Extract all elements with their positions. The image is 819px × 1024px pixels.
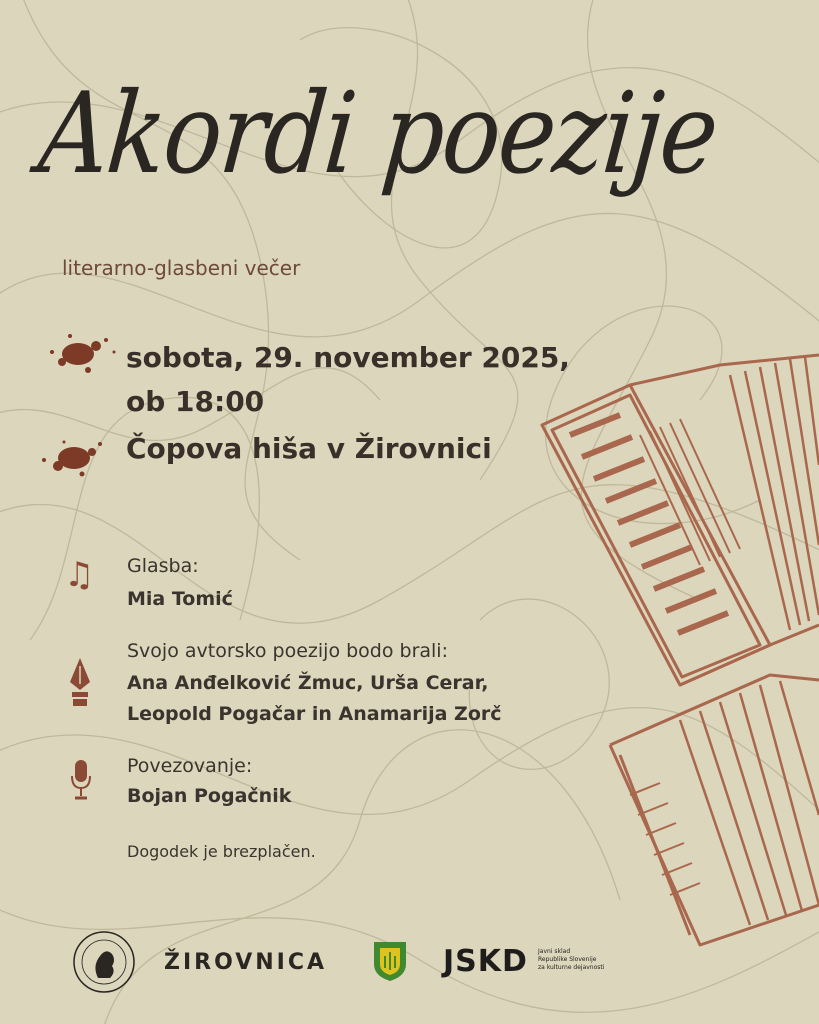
event-time-line: ob 18:00 bbox=[126, 385, 265, 418]
poster-subtitle: literarno-glasbeni večer bbox=[62, 256, 301, 280]
music-performer: Mia Tomić bbox=[127, 588, 233, 610]
poetry-label: Svojo avtorsko poezijo bodo brali: bbox=[127, 640, 448, 662]
poetry-readers-line: Ana Anđelković Žmuc, Urša Cerar, bbox=[127, 672, 489, 694]
microphone-icon bbox=[70, 758, 92, 802]
free-entry-note: Dogodek je brezplačen. bbox=[127, 842, 316, 861]
municipality-coat-of-arms-icon bbox=[372, 940, 408, 982]
poetry-readers-line: Leopold Pogačar in Anamarija Zorč bbox=[127, 703, 502, 725]
jskd-desc-line: za kulturne dejavnosti bbox=[538, 964, 605, 971]
ink-splatter-icon bbox=[44, 322, 120, 382]
jskd-logo: JSKD bbox=[443, 944, 528, 979]
jskd-desc-line: Republike Slovenije bbox=[538, 956, 597, 963]
accordion-illustration bbox=[530, 345, 819, 965]
event-date-line: sobota, 29. november 2025, bbox=[126, 341, 570, 374]
zirovnica-logo: ŽIROVNICA bbox=[164, 950, 327, 975]
host-label: Povezovanje: bbox=[127, 755, 253, 777]
poetry-readers bbox=[127, 668, 502, 730]
fountain-pen-icon bbox=[68, 656, 92, 708]
music-note-icon: ♫ bbox=[64, 555, 95, 595]
music-label: Glasba: bbox=[127, 555, 199, 577]
ink-splatter-icon bbox=[34, 432, 110, 492]
kd-preseren-logo bbox=[72, 930, 136, 994]
poster-title: Akordi poezije bbox=[34, 69, 722, 199]
event-venue: Čopova hiša v Žirovnici bbox=[126, 432, 492, 465]
event-date bbox=[126, 336, 570, 424]
jskd-desc-line: Javni sklad bbox=[538, 948, 571, 955]
host-name: Bojan Pogačnik bbox=[127, 785, 292, 807]
jskd-description bbox=[538, 948, 604, 972]
